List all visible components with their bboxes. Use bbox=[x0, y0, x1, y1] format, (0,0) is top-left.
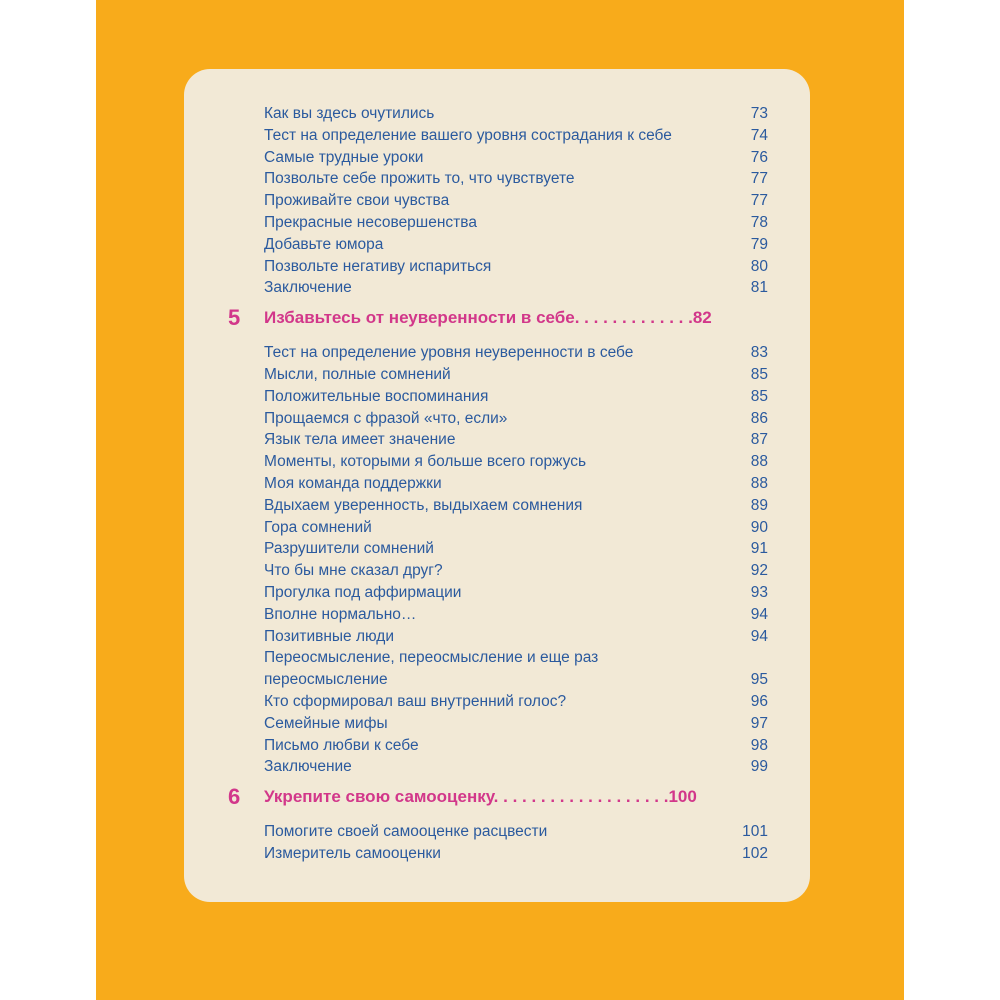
toc-entry-title: Измеритель самооценки bbox=[264, 845, 441, 862]
toc-entry-title: Прекрасные несовершенства bbox=[264, 214, 477, 231]
toc-entry-page: 77 bbox=[750, 192, 768, 210]
toc-entry-page: 88 bbox=[750, 453, 768, 471]
chapter-title: Избавьтесь от неуверенности в себе. . . . . . . . . . . . .82 bbox=[264, 308, 712, 328]
toc-entry bbox=[264, 713, 768, 735]
toc-entry bbox=[264, 756, 768, 778]
toc-entry bbox=[264, 147, 768, 169]
toc-entry bbox=[264, 560, 768, 582]
toc-entry bbox=[264, 582, 768, 604]
toc-entry-title: Моменты, которыми я больше всего горжусь bbox=[264, 453, 587, 471]
toc-entry-page: 81 bbox=[750, 279, 768, 297]
toc-entry-page: 87 bbox=[750, 431, 768, 449]
toc-entry-page: 88 bbox=[750, 475, 768, 492]
toc-entry bbox=[264, 168, 768, 190]
toc-entry bbox=[264, 408, 768, 430]
toc-entry-page: 85 bbox=[750, 366, 768, 383]
toc-entry bbox=[264, 342, 768, 364]
toc-entry bbox=[264, 103, 768, 125]
toc-entry-page: 83 bbox=[750, 344, 768, 362]
toc-entry-title: Мысли, полные сомнений bbox=[264, 366, 451, 383]
toc-entry-title: Прощаемся с фразой «что, если» bbox=[264, 409, 508, 427]
toc-entry-title: Что бы мне сказал друг? bbox=[264, 562, 443, 580]
toc-entry-page: 91 bbox=[750, 540, 768, 558]
toc-entry-page: 92 bbox=[750, 562, 768, 580]
toc-entry bbox=[264, 473, 768, 495]
toc-entry-page: 102 bbox=[742, 845, 768, 862]
toc-entry bbox=[264, 538, 768, 560]
toc-entry bbox=[264, 669, 768, 691]
toc-entry bbox=[264, 735, 768, 757]
toc-entry-title: Позвольте себе прожить то, что чувствуете bbox=[264, 170, 575, 188]
toc-entry-title: Письмо любви к себе bbox=[264, 736, 419, 754]
toc-entry-title: Как вы здесь очутились bbox=[264, 105, 435, 122]
toc-entry-title: Тест на определение вашего уровня сострадания к себе bbox=[264, 126, 672, 144]
toc-entry-title: Язык тела имеет значение bbox=[264, 431, 456, 449]
toc-entry bbox=[264, 125, 768, 147]
toc-entry-title: Моя команда поддержки bbox=[264, 475, 442, 492]
toc-entry-page: 95 bbox=[750, 671, 768, 689]
toc-entry bbox=[264, 843, 768, 865]
toc-entry-page: 98 bbox=[750, 736, 768, 754]
toc-entry-page: 101 bbox=[742, 823, 768, 841]
toc-entry-page: 90 bbox=[750, 518, 768, 536]
toc-entry-title: Переосмысление, переосмысление и еще раз bbox=[264, 649, 599, 667]
toc-entry bbox=[264, 277, 768, 299]
toc-entry-title: Разрушители сомнений bbox=[264, 540, 434, 558]
contents-card bbox=[184, 69, 810, 902]
toc-entry-title: Помогите своей самооценке расцвести bbox=[264, 823, 548, 841]
chapter-title: Укрепите свою самооценку. . . . . . . . . . . . . . . . . . .100 bbox=[264, 787, 697, 807]
toc-entry bbox=[264, 386, 768, 408]
chapter-number: 6 bbox=[228, 784, 241, 810]
toc-entry-page: 93 bbox=[750, 584, 768, 601]
toc-entry-title: Вдыхаем уверенность, выдыхаем сомнения bbox=[264, 496, 583, 514]
toc-entry-title: Позвольте негативу испариться bbox=[264, 257, 492, 275]
toc-entry-title: Тест на определение уровня неуверенности в себе bbox=[264, 344, 634, 362]
toc-entry-title: Прогулка под аффирмации bbox=[264, 584, 462, 601]
toc-entry bbox=[264, 626, 768, 648]
toc-entry-page: 94 bbox=[750, 605, 768, 623]
toc-entry-title: Кто сформировал ваш внутренний голос? bbox=[264, 693, 567, 710]
toc-entry-title: Проживайте свои чувства bbox=[264, 192, 450, 210]
toc-entry-title: Вполне нормально… bbox=[264, 605, 417, 623]
chapter-heading bbox=[228, 783, 768, 811]
toc-entry-page: 85 bbox=[750, 387, 768, 405]
toc-entry-title: Гора сомнений bbox=[264, 518, 372, 536]
toc-entry-page: 76 bbox=[750, 148, 768, 166]
toc-entry bbox=[264, 691, 768, 713]
toc-entry-title: Самые трудные уроки bbox=[264, 148, 424, 166]
toc-entry bbox=[264, 364, 768, 386]
toc-entry bbox=[264, 234, 768, 256]
toc-entry bbox=[264, 821, 768, 843]
toc-entry-page: 86 bbox=[750, 409, 768, 427]
toc-entry-page: 78 bbox=[750, 214, 768, 231]
toc-entry-title: Положительные воспоминания bbox=[264, 387, 489, 405]
toc-entry-page: 74 bbox=[750, 126, 768, 144]
toc-entry-page: 80 bbox=[750, 257, 768, 275]
toc-entry-title: Заключение bbox=[264, 758, 352, 776]
toc-entry-title: переосмысление bbox=[264, 671, 388, 689]
toc-entry-page: 96 bbox=[750, 693, 768, 710]
toc-entry-title: Заключение bbox=[264, 279, 352, 297]
toc-entry-title: Семейные мифы bbox=[264, 714, 388, 732]
toc-entry bbox=[264, 429, 768, 451]
toc-entry bbox=[264, 451, 768, 473]
toc-entry bbox=[264, 256, 768, 278]
toc-entry bbox=[264, 190, 768, 212]
toc-entry bbox=[264, 212, 768, 234]
toc-entry bbox=[264, 604, 768, 626]
toc-entry-page: 99 bbox=[750, 758, 768, 776]
toc-entry-page: 77 bbox=[750, 170, 768, 188]
chapter-heading bbox=[228, 304, 768, 332]
toc-entry-page: 73 bbox=[750, 105, 768, 122]
chapter-number: 5 bbox=[228, 305, 241, 331]
toc-entry bbox=[264, 495, 768, 517]
toc-entry-page: 89 bbox=[750, 496, 768, 514]
toc-entry-title: Добавьте юмора bbox=[264, 235, 384, 253]
toc-entry-title: Позитивные люди bbox=[264, 627, 395, 645]
toc-entry-page: 94 bbox=[750, 627, 768, 645]
toc-entry-page: 79 bbox=[750, 235, 768, 253]
toc-entry bbox=[264, 647, 768, 669]
toc-entry bbox=[264, 517, 768, 539]
toc-entry-page: 97 bbox=[750, 714, 768, 732]
